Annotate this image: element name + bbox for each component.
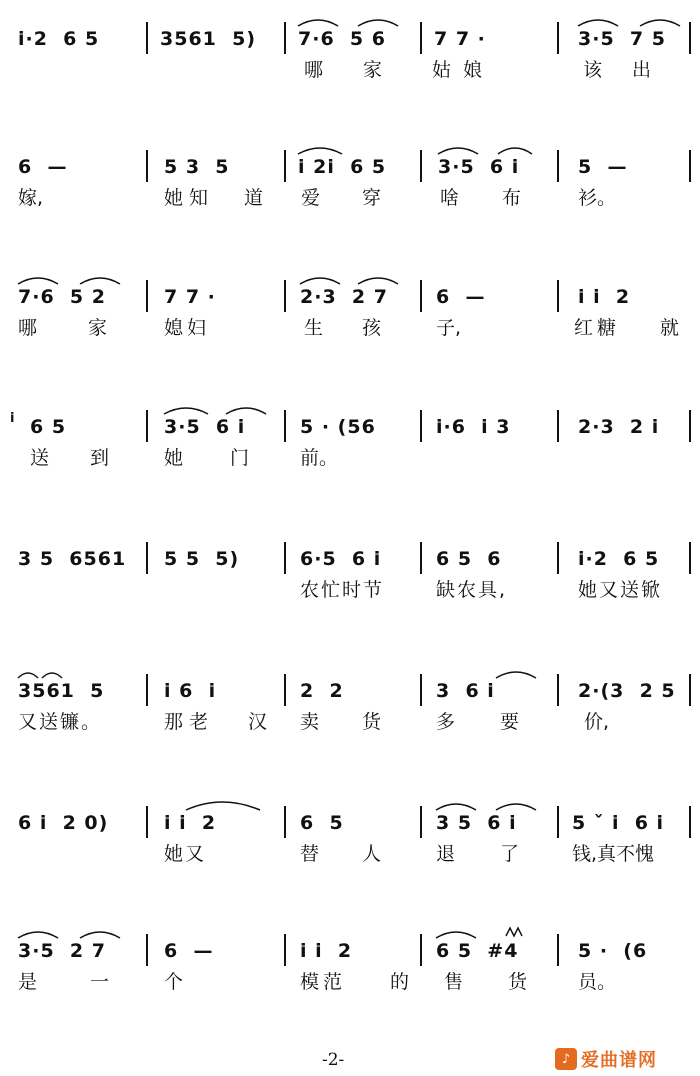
lyric: 缺农具, — [436, 579, 508, 601]
lyric: 前。 — [300, 447, 339, 469]
lyrics-line — [0, 710, 700, 740]
measure: 2·(3 2 5 — [578, 680, 676, 702]
grace-note: i — [10, 411, 16, 426]
lyric: 农忙时节 — [300, 579, 385, 601]
measure: 5 5 5) — [164, 548, 240, 570]
measure: 3561 5) — [160, 28, 257, 50]
barline — [420, 542, 422, 574]
lyric: 要 — [500, 711, 520, 733]
lyric: 价, — [584, 711, 610, 733]
barline — [284, 806, 286, 838]
lyric: 售 — [444, 971, 464, 993]
measure: i 2i 6 5 — [298, 156, 387, 178]
lyric: 布 — [502, 187, 522, 209]
lyric: 又送镰。 — [18, 711, 103, 733]
barline — [146, 22, 148, 54]
barline — [420, 22, 422, 54]
lyric: 钱,真不愧 — [572, 843, 655, 865]
lyric: 她知 — [164, 187, 215, 209]
lyric: 家 — [88, 317, 108, 339]
barline — [420, 410, 422, 442]
score-system-3 — [0, 270, 700, 360]
measure: i·2 6 5 — [578, 548, 660, 570]
barline — [146, 934, 148, 966]
barline — [689, 150, 691, 182]
measure: i i 2 — [578, 286, 631, 308]
barline — [689, 674, 691, 706]
measure: i i 2 — [300, 940, 353, 962]
lyric: 嫁, — [18, 187, 44, 209]
measure: 3 5 6 i — [436, 812, 517, 834]
barline — [557, 280, 559, 312]
barline — [420, 150, 422, 182]
lyric: 姑娘 — [432, 59, 495, 81]
measure: 6 i 2 0) — [18, 812, 109, 834]
measure: 5 — — [578, 156, 628, 178]
barline — [557, 22, 559, 54]
lyrics-line — [0, 578, 700, 608]
lyric: 送 — [30, 447, 50, 469]
measure: i·2 6 5 — [18, 28, 100, 50]
score-system-5 — [0, 532, 700, 622]
measure: 3·5 6 i — [438, 156, 520, 178]
barline — [284, 674, 286, 706]
measure: 3561 5 — [18, 680, 105, 702]
score-system-2 — [0, 140, 700, 230]
score-system-7 — [0, 796, 700, 886]
measure: 7·6 5 6 — [298, 28, 386, 50]
measure: 6 5 #4 — [436, 940, 519, 962]
barline — [146, 674, 148, 706]
lyric: 汉 — [248, 711, 268, 733]
lyric: 货 — [508, 971, 528, 993]
lyric: 她 — [164, 447, 184, 469]
measure: 5 · (6 — [578, 940, 648, 962]
score-system-4 — [0, 400, 700, 490]
lyric: 她又送锨 — [578, 579, 663, 601]
measure: 3·5 7 5 — [578, 28, 666, 50]
measure: 6 5 — [300, 812, 344, 834]
barline — [146, 410, 148, 442]
lyric: 到 — [90, 447, 110, 469]
barline — [420, 280, 422, 312]
lyric: 红糖 — [574, 317, 621, 339]
lyrics-line — [0, 842, 700, 872]
lyric: 她又 — [164, 843, 207, 865]
barline — [689, 22, 691, 54]
lyric: 生 — [304, 317, 324, 339]
measure: 7·6 5 2 — [18, 286, 106, 308]
lyrics-line — [0, 186, 700, 216]
notation-line — [0, 664, 700, 704]
music-note-icon: ♪ — [555, 1048, 577, 1070]
lyric: 道 — [244, 187, 264, 209]
lyric: 货 — [362, 711, 382, 733]
barline — [420, 674, 422, 706]
notation-line — [0, 400, 700, 440]
lyric: 卖 — [300, 711, 320, 733]
notation-line — [0, 140, 700, 180]
notation-line — [0, 270, 700, 310]
lyric: 多 — [436, 711, 456, 733]
measure: i·6 i 3 — [436, 416, 511, 438]
lyrics-line — [0, 446, 700, 476]
lyric: 就 — [660, 317, 680, 339]
measure: 6 — — [164, 940, 214, 962]
barline — [557, 150, 559, 182]
barline — [284, 280, 286, 312]
notation-line — [0, 796, 700, 836]
lyric: 门 — [230, 447, 250, 469]
lyric: 孩 — [362, 317, 382, 339]
barline — [689, 542, 691, 574]
barline — [557, 806, 559, 838]
lyric: 的 — [390, 971, 410, 993]
lyric: 退 — [436, 843, 456, 865]
measure: 2·3 2 7 — [300, 286, 388, 308]
score-system-1 — [0, 12, 700, 102]
barline — [284, 934, 286, 966]
lyric: 啥 — [440, 187, 460, 209]
barline — [689, 806, 691, 838]
barline — [284, 150, 286, 182]
notation-line — [0, 12, 700, 52]
lyric: 了 — [500, 843, 520, 865]
lyrics-line — [0, 316, 700, 346]
measure: 5 · (56 — [300, 416, 376, 438]
lyric: 员。 — [578, 971, 617, 993]
lyric: 个 — [164, 971, 184, 993]
lyrics-line — [0, 970, 700, 1000]
measure: 3·5 6 i — [164, 416, 246, 438]
measure: 7 7 · — [434, 28, 486, 50]
measure: 6 5 6 — [436, 548, 502, 570]
measure: 5 ˇ i 6 i — [572, 812, 665, 834]
barline — [146, 542, 148, 574]
lyric: 替 — [300, 843, 320, 865]
lyric: 媳妇 — [164, 317, 211, 339]
measure: 2·3 2 i — [578, 416, 660, 438]
lyrics-line — [0, 58, 700, 88]
barline — [557, 934, 559, 966]
barline — [420, 934, 422, 966]
page-number: -2- — [322, 1050, 345, 1070]
lyric: 人 — [362, 843, 382, 865]
barline — [420, 806, 422, 838]
lyric: 一 — [90, 971, 110, 993]
measure: 7 7 · — [164, 286, 216, 308]
lyric: 家 — [363, 59, 383, 81]
lyric: 那老 — [164, 711, 215, 733]
lyric: 子, — [436, 317, 462, 339]
measure: 6 — — [18, 156, 68, 178]
lyric: 穿 — [362, 187, 382, 209]
measure: 6·5 6 i — [300, 548, 382, 570]
measure: 3·5 2 7 — [18, 940, 106, 962]
lyric: 哪 — [304, 59, 324, 81]
watermark-text: 爱曲谱网 — [581, 1050, 657, 1071]
notation-line — [0, 924, 700, 964]
measure: 3 5 6561 — [18, 548, 127, 570]
barline — [557, 674, 559, 706]
measure: 6 5 — [30, 416, 67, 438]
barline — [146, 280, 148, 312]
score-system-6 — [0, 664, 700, 754]
barline — [146, 806, 148, 838]
lyric: 哪 — [18, 317, 38, 339]
measure: 6 — — [436, 286, 486, 308]
barline — [557, 542, 559, 574]
measure: i i 2 — [164, 812, 217, 834]
measure: 5 3 5 — [164, 156, 230, 178]
barline — [146, 150, 148, 182]
barline — [284, 542, 286, 574]
measure: 2 2 — [300, 680, 344, 702]
measure: 3 6 i — [436, 680, 495, 702]
barline — [284, 410, 286, 442]
lyric: 模范 — [300, 971, 347, 993]
measure: i 6 i — [164, 680, 217, 702]
lyric: 衫。 — [578, 187, 617, 209]
watermark — [555, 1046, 700, 1072]
barline — [284, 22, 286, 54]
lyric: 是 — [18, 971, 38, 993]
lyric: 爱 — [301, 187, 321, 209]
lyric: 该出 — [583, 59, 682, 81]
score-system-8 — [0, 924, 700, 1014]
notation-line — [0, 532, 700, 572]
barline — [689, 410, 691, 442]
barline — [557, 410, 559, 442]
